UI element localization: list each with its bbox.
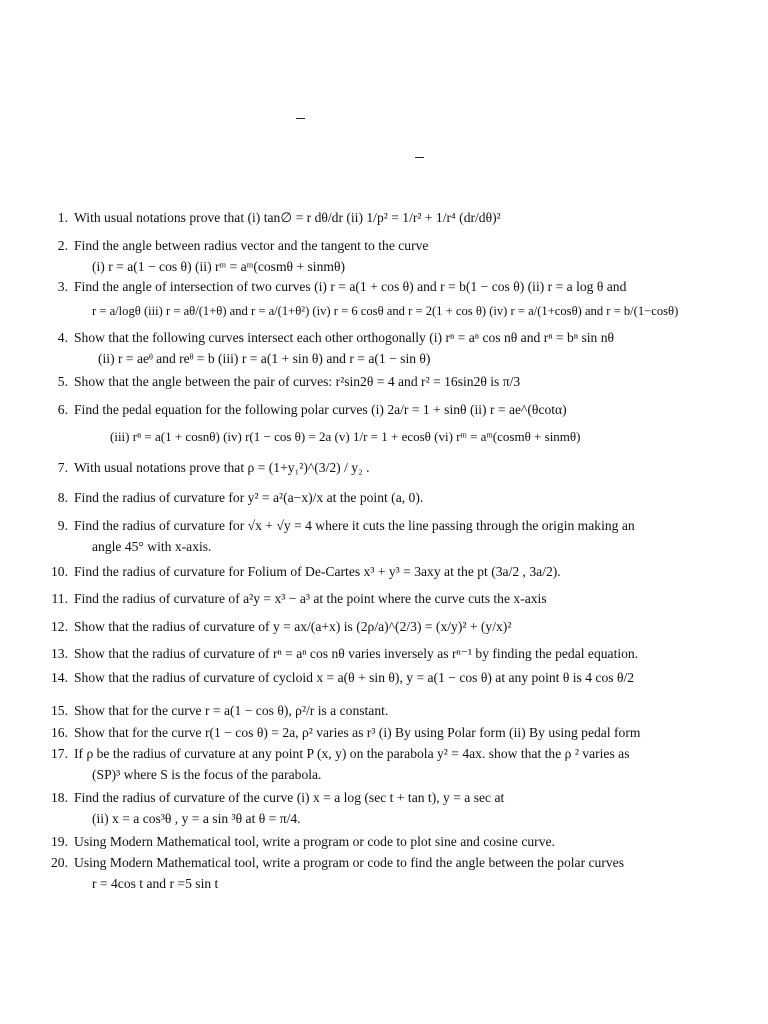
question-18-line-2: (ii) x = a cos³θ , y = a sin ³θ at θ = π/4. [92,811,301,826]
question-3-line-2: r = a/logθ (iii) r = aθ/(1+θ) and r = a/(1+θ²) (iv) r = 6 cosθ and r = 2(1 + cos θ) (iv) r = a/(1+cosθ) and r = b/(1−cosθ) [92,304,679,318]
header-dash-2 [415,157,424,158]
question-2-line-2: (i) r = a(1 − cos θ) (ii) rᵐ = aᵐ(cosmθ + sinmθ) [92,259,345,274]
question-20-line-2: r = 4cos t and r =5 sin t [92,876,219,891]
question-6-line-2: (iii) rⁿ = a(1 + cosnθ) (iv) r(1 − cos θ) = 2a (v) 1/r = 1 + ecosθ (vi) rᵐ = aᵐ(cosmθ + sinmθ) [110,429,581,444]
question-4-line-2: (ii) r = aeᶿ and reᶿ = b (iii) r = a(1 + sin θ) and r = a(1 − sin θ) [98,351,431,366]
header-dash-1 [296,118,305,119]
question-9-line-2: angle 45° with x-axis. [92,539,212,554]
question-17-line-2: (SP)³ where S is the focus of the parabola. [92,767,322,782]
